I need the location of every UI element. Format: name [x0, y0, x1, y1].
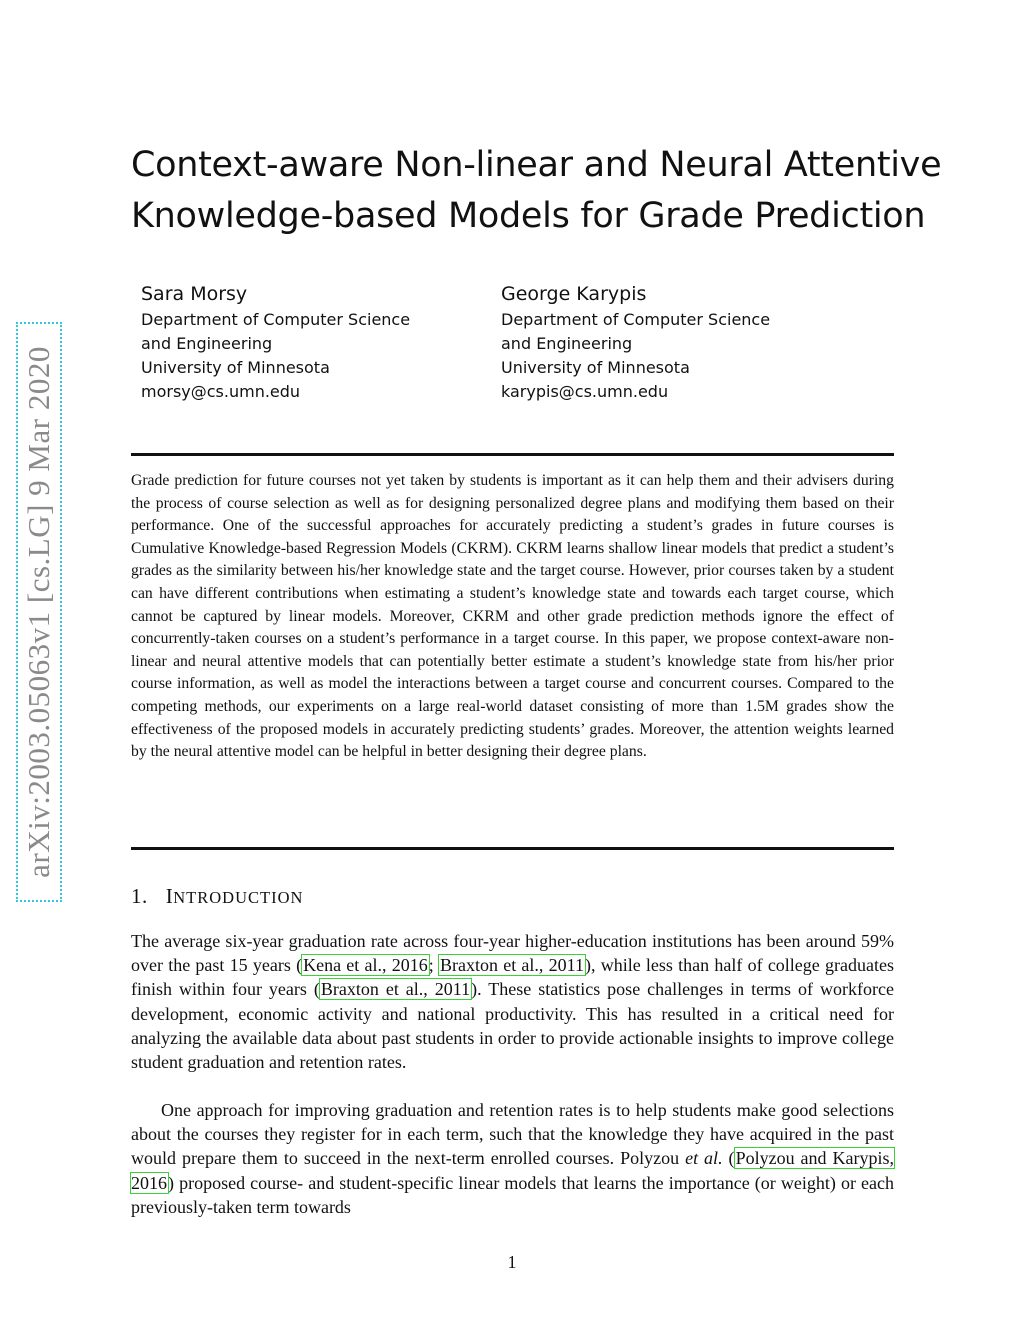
citation-link[interactable]: Polyzou and Karypis, 2016 [131, 1148, 894, 1193]
citation-link[interactable]: Braxton et al., 2011 [320, 979, 471, 1000]
text-run: ). These statistics pose challenges in terms of workforce development, economic activity and national productivity. This has resulted in a critical need for analyzing the available data about past students in order to provide actionable insights to improve college student graduation and retention rates. [131, 979, 894, 1073]
arxiv-stamp[interactable] [16, 322, 62, 902]
et-al: et al. [685, 1148, 723, 1169]
arxiv-id: arXiv:2003.05063v1 [cs.LG] 9 Mar 2020 [21, 346, 56, 878]
author-dept: Department of Computer Science [501, 310, 771, 329]
author-university: University of Minnesota [501, 358, 690, 377]
section-title-rest: NTRODUCTION [173, 888, 304, 907]
intro-paragraph-2 [131, 1098, 894, 1219]
author-block-1 [141, 280, 410, 404]
author-email[interactable]: morsy@cs.umn.edu [141, 382, 301, 401]
citation-link[interactable]: Kena et al., 2016 [303, 955, 428, 976]
page-number: 1 [507, 1252, 517, 1272]
author-name: Sara Morsy [141, 283, 248, 305]
title-line-2: Knowledge-based Models for Grade Prediction [131, 196, 926, 236]
title-line-1: Context-aware Non-linear and Neural Attentive [131, 145, 942, 185]
author-dept-cont: and Engineering [141, 334, 273, 353]
text-run: ( [722, 1148, 735, 1169]
section-title-initial: I [165, 884, 174, 908]
author-name: George Karypis [501, 283, 647, 305]
paper-title [131, 140, 942, 242]
text-run: ), while less than half of college graduates finish within four years ( [131, 955, 894, 1000]
text-run: ) proposed course- and student-specific linear models that learns the importance (or weight) or each previously-taken term towards [131, 1172, 894, 1217]
abstract-text: Grade prediction for future courses not yet taken by students is important as it can help them and their advisers during the process of course selection as well as for designing personalized degree plans and modifying them based on their performance. One of the successful approaches for accurately predicting a student’s grades in future courses is Cumulative Knowledge-based Regression Models (CKRM). CKRM learns shallow linear models that predict a student’s grades as the similarity between his/her knowledge state and the target course. However, prior courses taken by a student can have different contributions when estimating a student’s knowledge state and towards each target course, which cannot be captured by linear models. Moreover, CKRM and other grade prediction methods ignore the effect of concurrently-taken courses on a student’s performance in a target course. In this paper, we propose context-aware non-linear and neural attentive models that can potentially better estimate a student’s knowledge state from his/her prior course information, as well as model the interactions between a target course and concurrent courses. Compared to the competing methods, our experiments on a large real-world dataset consisting of more than 1.5M grades show the effectiveness of the proposed models in accurately predicting students’ grades. Moreover, the attention weights learned by the neural attentive model can be helpful in better designing their degree plans. [131, 472, 894, 761]
author-dept: Department of Computer Science [141, 310, 411, 329]
section-heading-introduction [131, 884, 303, 909]
author-dept-cont: and Engineering [501, 334, 633, 353]
text-run: One approach for improving graduation and retention rates is to help students make good selections about the courses they register for in each term, such that the knowledge they have acquired in the past would prepare them to succeed in the next-term enrolled courses. Polyzou [131, 1100, 894, 1169]
section-number: 1. [131, 884, 148, 908]
author-block-2 [501, 280, 770, 404]
text-run: The average six-year graduation rate across four-year higher-education institutions has been around 59% over the past 15 years ( [131, 931, 894, 976]
author-university: University of Minnesota [141, 358, 330, 377]
text-run: ; [428, 955, 439, 976]
intro-paragraph-1 [131, 929, 894, 1074]
abstract-bottom-rule [131, 847, 894, 850]
author-email[interactable]: karypis@cs.umn.edu [501, 382, 669, 401]
citation-link[interactable]: Braxton et al., 2011 [439, 955, 584, 976]
abstract-top-rule [131, 453, 894, 456]
